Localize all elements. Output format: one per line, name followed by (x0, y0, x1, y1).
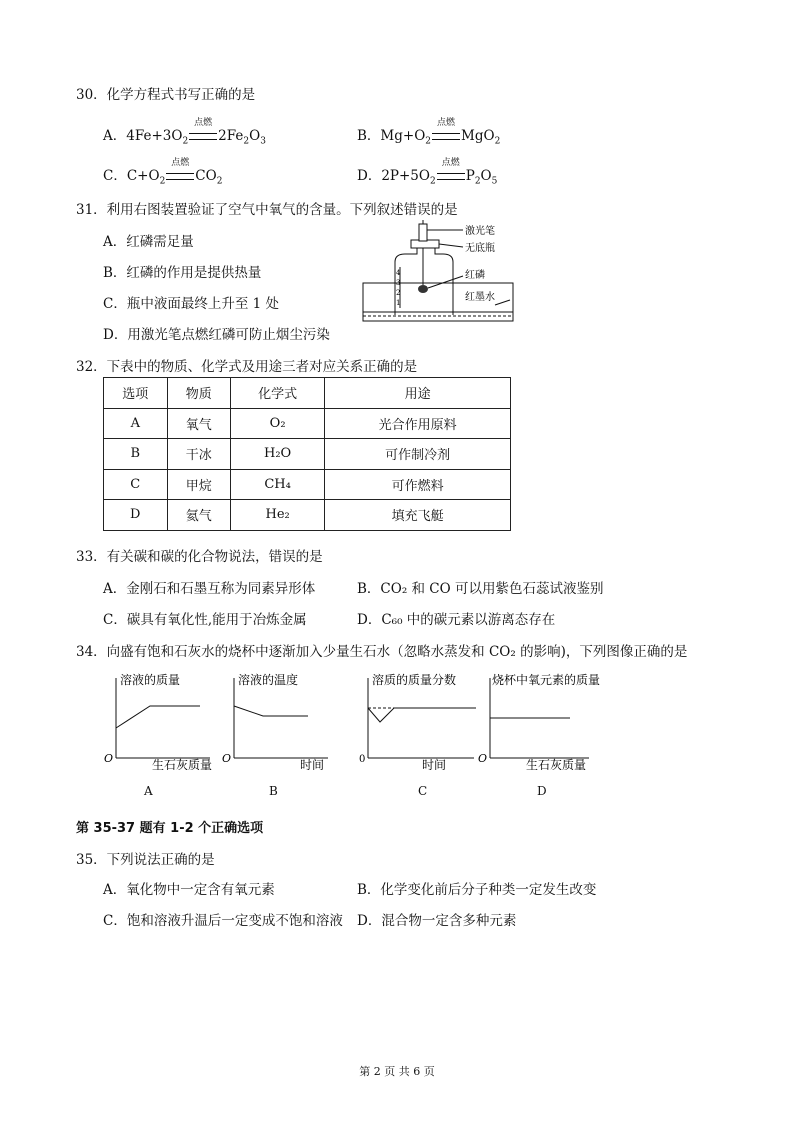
equation-condition: 点燃 (437, 168, 465, 184)
q33-stem: 33．有关碳和碳的化合物说法，错误的是 (76, 549, 323, 565)
q32-stem: 32．下表中的物质、化学式及用途三者对应关系正确的是 (76, 359, 418, 375)
q30-option-a: A．$4Fe+3O_2$ 点燃 $2Fe_2O_3$ (103, 118, 266, 147)
graph-a-curve (116, 706, 200, 728)
graph-d-letter: D (537, 784, 547, 798)
origin-label: 0 (359, 754, 366, 765)
q30-option-c: C．$C+O_2$ 点燃 $CO_2$ (103, 158, 223, 187)
graph-c-letter: C (418, 784, 428, 798)
graph-d (474, 670, 614, 770)
oxygen-apparatus-figure (355, 220, 525, 325)
table-row: C 甲烷 CH₄ 可作燃料 (104, 469, 511, 500)
q33-option-c: C．碳具有氧化性,能用于冶炼金属 (103, 612, 307, 628)
graph-d-ylabel: 烧杯中氧元素的质量 (492, 673, 601, 687)
q30-option-b: B．$Mg+O_2$ 点燃 MgO$_2$ (357, 118, 501, 147)
graph-a-xlabel: 生石灰质量 (152, 758, 213, 770)
q34-stem: 34．向盛有饱和石灰水的烧杯中逐渐加入少量生石水（忽略水蒸发和 CO₂ 的影响)，下列图像正确的是 (76, 644, 688, 660)
graph-c (356, 670, 481, 770)
label-bottomless-bottle: 无底瓶 (465, 243, 495, 254)
label-red-phosphorus: 红磷 (465, 270, 485, 281)
origin-label: O (478, 752, 488, 765)
q35-option-d: D．混合物一定含多种元素 (357, 913, 517, 929)
origin-label: O (222, 752, 232, 765)
graph-a-ylabel: 溶液的质量 (120, 673, 181, 687)
q35-option-b: B．化学变化前后分子种类一定发生改变 (357, 882, 597, 898)
q31-option-c: C．瓶中液面最终上升至 1 处 (103, 296, 280, 312)
graph-d-xlabel: 生石灰质量 (526, 758, 587, 770)
graph-c-ylabel: 溶质的质量分数 (372, 673, 457, 687)
q31-option-d: D．用激光笔点燃红磷可防止烟尘污染 (103, 327, 330, 343)
table-header: 物质 (167, 378, 231, 409)
label-laser-pen: 激光笔 (465, 226, 495, 237)
equation-condition: 点燃 (166, 168, 194, 184)
q30-stem: 30．化学方程式书写正确的是 (76, 87, 256, 103)
q31-option-b: B．红磷的作用是提供热量 (103, 265, 262, 281)
page-footer: 第 2 页 共 6 页 (359, 1065, 435, 1078)
graph-a-letter: A (144, 784, 153, 798)
graph-b-ylabel: 溶液的温度 (238, 673, 299, 687)
q33-option-a: A．金刚石和石墨互称为同素异形体 (103, 581, 316, 597)
table-row: B 干冰 H₂O 可作制冷剂 (104, 439, 511, 470)
q32-table (103, 377, 511, 531)
graph-a (100, 670, 225, 770)
table-header: 选项 (104, 378, 168, 409)
q35-stem: 35．下列说法正确的是 (76, 852, 215, 868)
q33-option-b: B．CO₂ 和 CO 可以用紫色石蕊试液鉴别 (357, 581, 604, 597)
q33-option-d: D．C₆₀ 中的碳元素以游离态存在 (357, 612, 556, 628)
origin-label: O (104, 752, 114, 765)
scale-mark: 2 (396, 289, 401, 297)
q31-stem: 31．利用右图装置验证了空气中氧气的含量。下列叙述错误的是 (76, 202, 458, 218)
table-header: 化学式 (231, 378, 325, 409)
scale-mark: 4 (396, 269, 401, 277)
table-row: A 氧气 O₂ 光合作用原料 (104, 408, 511, 439)
label-red-ink: 红墨水 (465, 292, 495, 303)
graph-c-xlabel: 时间 (422, 758, 447, 770)
table-header-row (104, 378, 511, 409)
equation-condition: 点燃 (189, 128, 217, 144)
graph-b-curve (234, 706, 308, 716)
equation-condition: 点燃 (432, 128, 460, 144)
q35-option-c: C．饱和溶液升温后一定变成不饱和溶液 (103, 913, 343, 929)
scale-mark: 1 (396, 299, 401, 307)
table-row: D 氦气 He₂ 填充飞艇 (104, 500, 511, 531)
graph-b (218, 670, 343, 770)
q35-option-a: A．氧化物中一定含有氧元素 (103, 882, 275, 898)
table-header: 用途 (325, 378, 511, 409)
graph-b-xlabel: 时间 (300, 758, 325, 770)
section-heading: 第 35-37 题有 1-2 个正确选项 (76, 821, 264, 836)
graph-b-letter: B (269, 784, 278, 798)
q31-option-a: A．红磷需足量 (103, 234, 194, 250)
q30-option-d: D．$2P+5O_2$ 点燃 $P_2O_5$ (357, 158, 498, 187)
graph-c-curve (368, 708, 476, 722)
scale-mark: 3 (396, 279, 401, 287)
